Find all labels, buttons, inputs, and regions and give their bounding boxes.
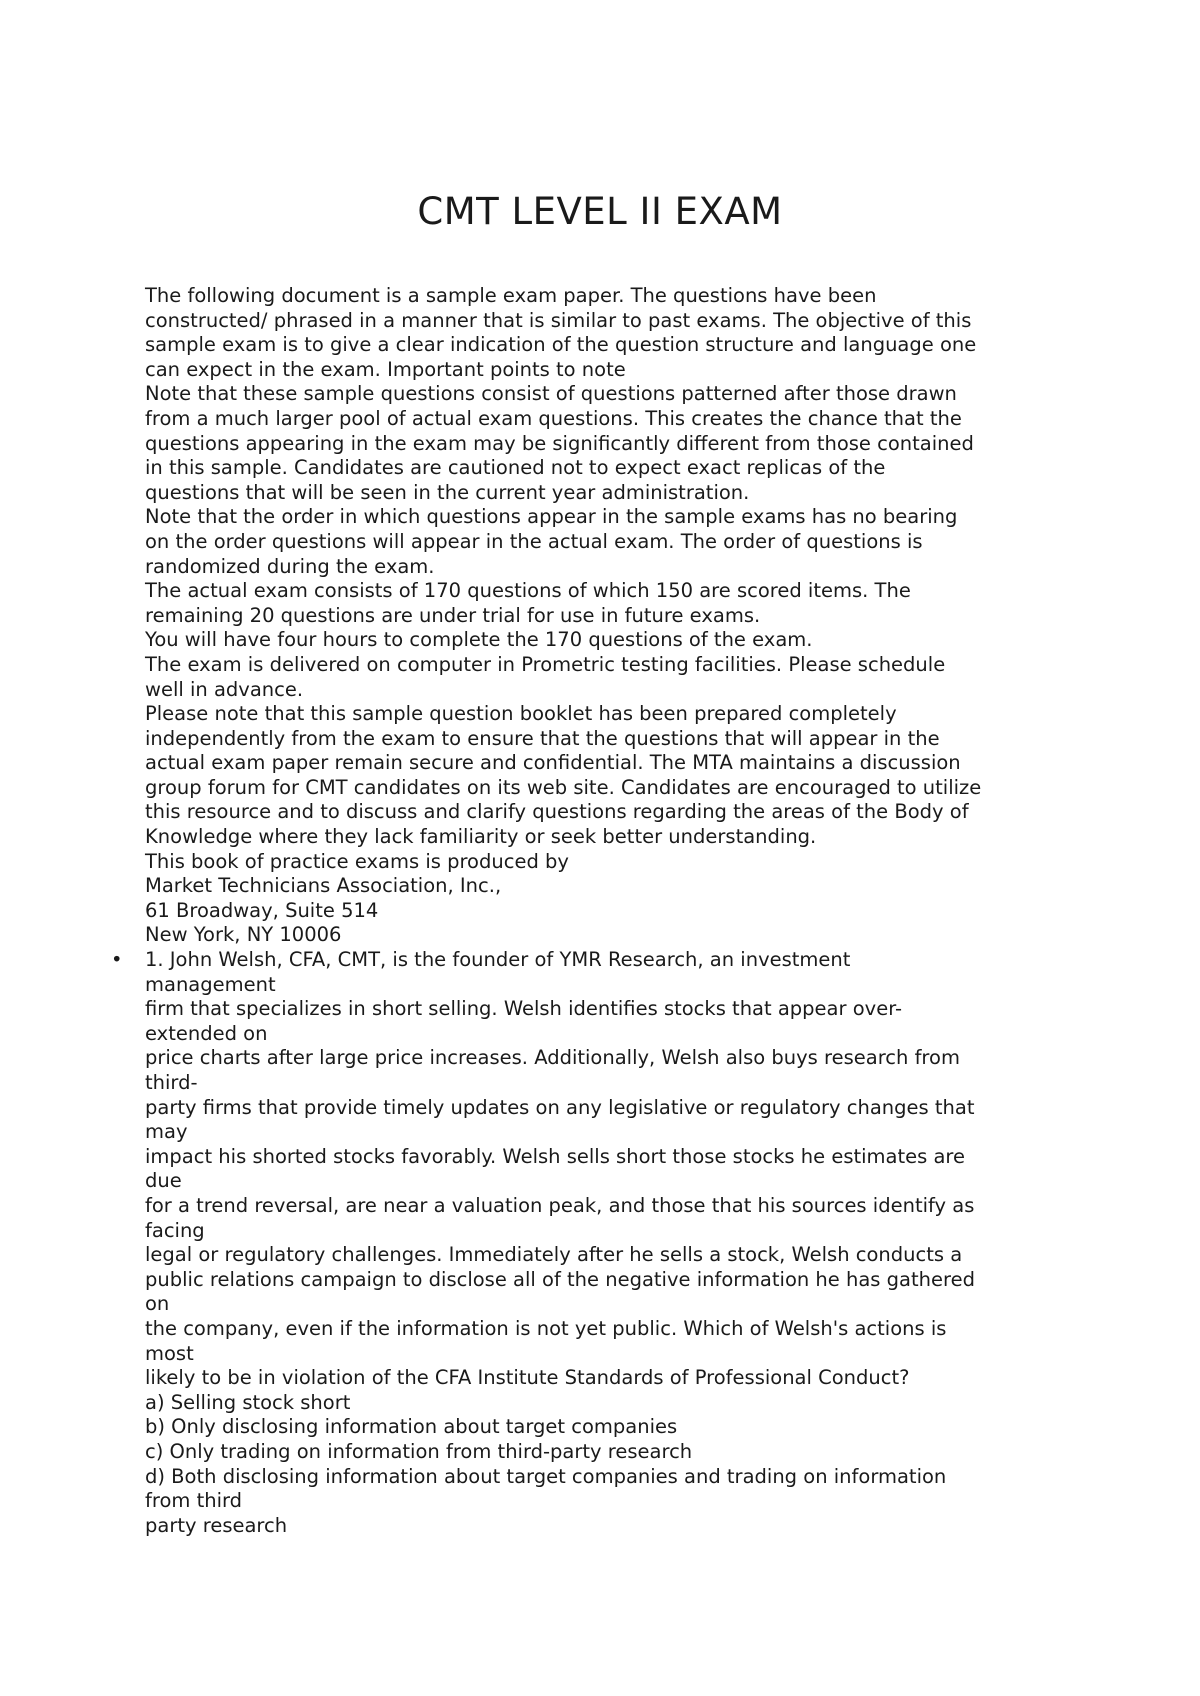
answer-option-a: a) Selling stock short xyxy=(145,1390,351,1414)
text-line: on the order questions will appear in the actual exam. The order of questions is xyxy=(145,529,923,553)
text-line: actual exam paper remain secure and confidential. The MTA maintains a discussion xyxy=(145,751,961,775)
question-text-line: public relations campaign to disclose all of the negative information he has gathered xyxy=(145,1267,975,1291)
text-line: in this sample. Candidates are cautioned not to expect exact replicas of the xyxy=(145,456,886,480)
bullet-icon: • xyxy=(111,948,123,972)
text-line: This book of practice exams is produced by xyxy=(145,849,569,873)
document-body xyxy=(111,284,1065,1538)
answer-option-d-continued: party research xyxy=(145,1513,288,1537)
text-line: Note that the order in which questions appear in the sample exams has no bearing xyxy=(145,505,958,529)
text-line: independently from the exam to ensure that the questions that will appear in the xyxy=(145,726,940,750)
text-line: randomized during the exam. xyxy=(145,554,435,578)
text-line: sample exam is to give a clear indication of the question structure and language one xyxy=(145,333,977,357)
text-line: can expect in the exam. Important points to note xyxy=(145,357,626,381)
text-line: The actual exam consists of 170 questions of which 150 are scored items. The xyxy=(145,579,911,603)
text-line: You will have four hours to complete the 170 questions of the exam. xyxy=(145,628,813,652)
answer-option-d: d) Both disclosing information about target companies and trading on information xyxy=(145,1464,947,1488)
question-text-line: impact his shorted stocks favorably. Welsh sells short those stocks he estimates are xyxy=(145,1144,966,1168)
text-line: Knowledge where they lack familiarity or seek better understanding. xyxy=(145,825,817,849)
question-text-line: price charts after large price increases. Additionally, Welsh also buys research from xyxy=(145,1046,960,1070)
question-text-line: firm that specializes in short selling. Welsh identifies stocks that appear over- xyxy=(145,997,902,1021)
text-line: well in advance. xyxy=(145,677,304,701)
question-text-line: party firms that provide timely updates on any legislative or regulatory changes that xyxy=(145,1095,975,1119)
text-line: New York, NY 10006 xyxy=(145,923,342,947)
question-text-line: third- xyxy=(145,1071,198,1094)
text-line: 61 Broadway, Suite 514 xyxy=(145,898,379,922)
question-text-line: may xyxy=(145,1120,188,1144)
text-line: remaining 20 questions are under trial for use in future exams. xyxy=(145,603,761,627)
question-text-line: most xyxy=(145,1341,194,1365)
question-text-line: extended on xyxy=(145,1021,268,1045)
question-1-item xyxy=(111,948,1065,1538)
answer-option-d-continued: from third xyxy=(145,1489,243,1513)
question-text-line: facing xyxy=(145,1218,205,1242)
question-text-line: for a trend reversal, are near a valuation peak, and those that his sources identify as xyxy=(145,1193,975,1217)
answer-option-c: c) Only trading on information from third-party research xyxy=(145,1439,693,1463)
question-text-line: due xyxy=(145,1169,182,1193)
question-text-line: the company, even if the information is not yet public. Which of Welsh's actions is xyxy=(145,1316,947,1340)
question-text-line: 1. John Welsh, CFA, CMT, is the founder of YMR Research, an investment xyxy=(145,948,851,972)
text-line: questions appearing in the exam may be significantly different from those contained xyxy=(145,431,974,455)
text-line: constructed/ phrased in a manner that is similar to past exams. The objective of this xyxy=(145,308,972,332)
answer-option-b: b) Only disclosing information about target companies xyxy=(145,1415,678,1439)
question-text-line: likely to be in violation of the CFA Institute Standards of Professional Conduct? xyxy=(145,1366,910,1390)
text-line: Note that these sample questions consist of questions patterned after those drawn xyxy=(145,382,957,406)
text-line: group forum for CMT candidates on its web site. Candidates are encouraged to utilize xyxy=(145,775,982,799)
question-text-line: legal or regulatory challenges. Immediately after he sells a stock, Welsh conducts a xyxy=(145,1243,963,1267)
intro-section xyxy=(145,284,1065,948)
question-text-line: on xyxy=(145,1292,170,1316)
page-title: CMT LEVEL II EXAM xyxy=(417,190,783,233)
text-line: The exam is delivered on computer in Prometric testing facilities. Please schedule xyxy=(145,652,946,676)
text-line: The following document is a sample exam paper. The questions have been xyxy=(145,284,877,307)
text-line: Market Technicians Association, Inc., xyxy=(145,874,502,898)
text-line: this resource and to discuss and clarify questions regarding the areas of the Body of xyxy=(145,800,969,824)
text-line: questions that will be seen in the current year administration. xyxy=(145,480,750,504)
text-line: Please note that this sample question booklet has been prepared completely xyxy=(145,702,897,726)
text-line: from a much larger pool of actual exam questions. This creates the chance that the xyxy=(145,406,962,430)
question-text-line: management xyxy=(145,972,276,996)
